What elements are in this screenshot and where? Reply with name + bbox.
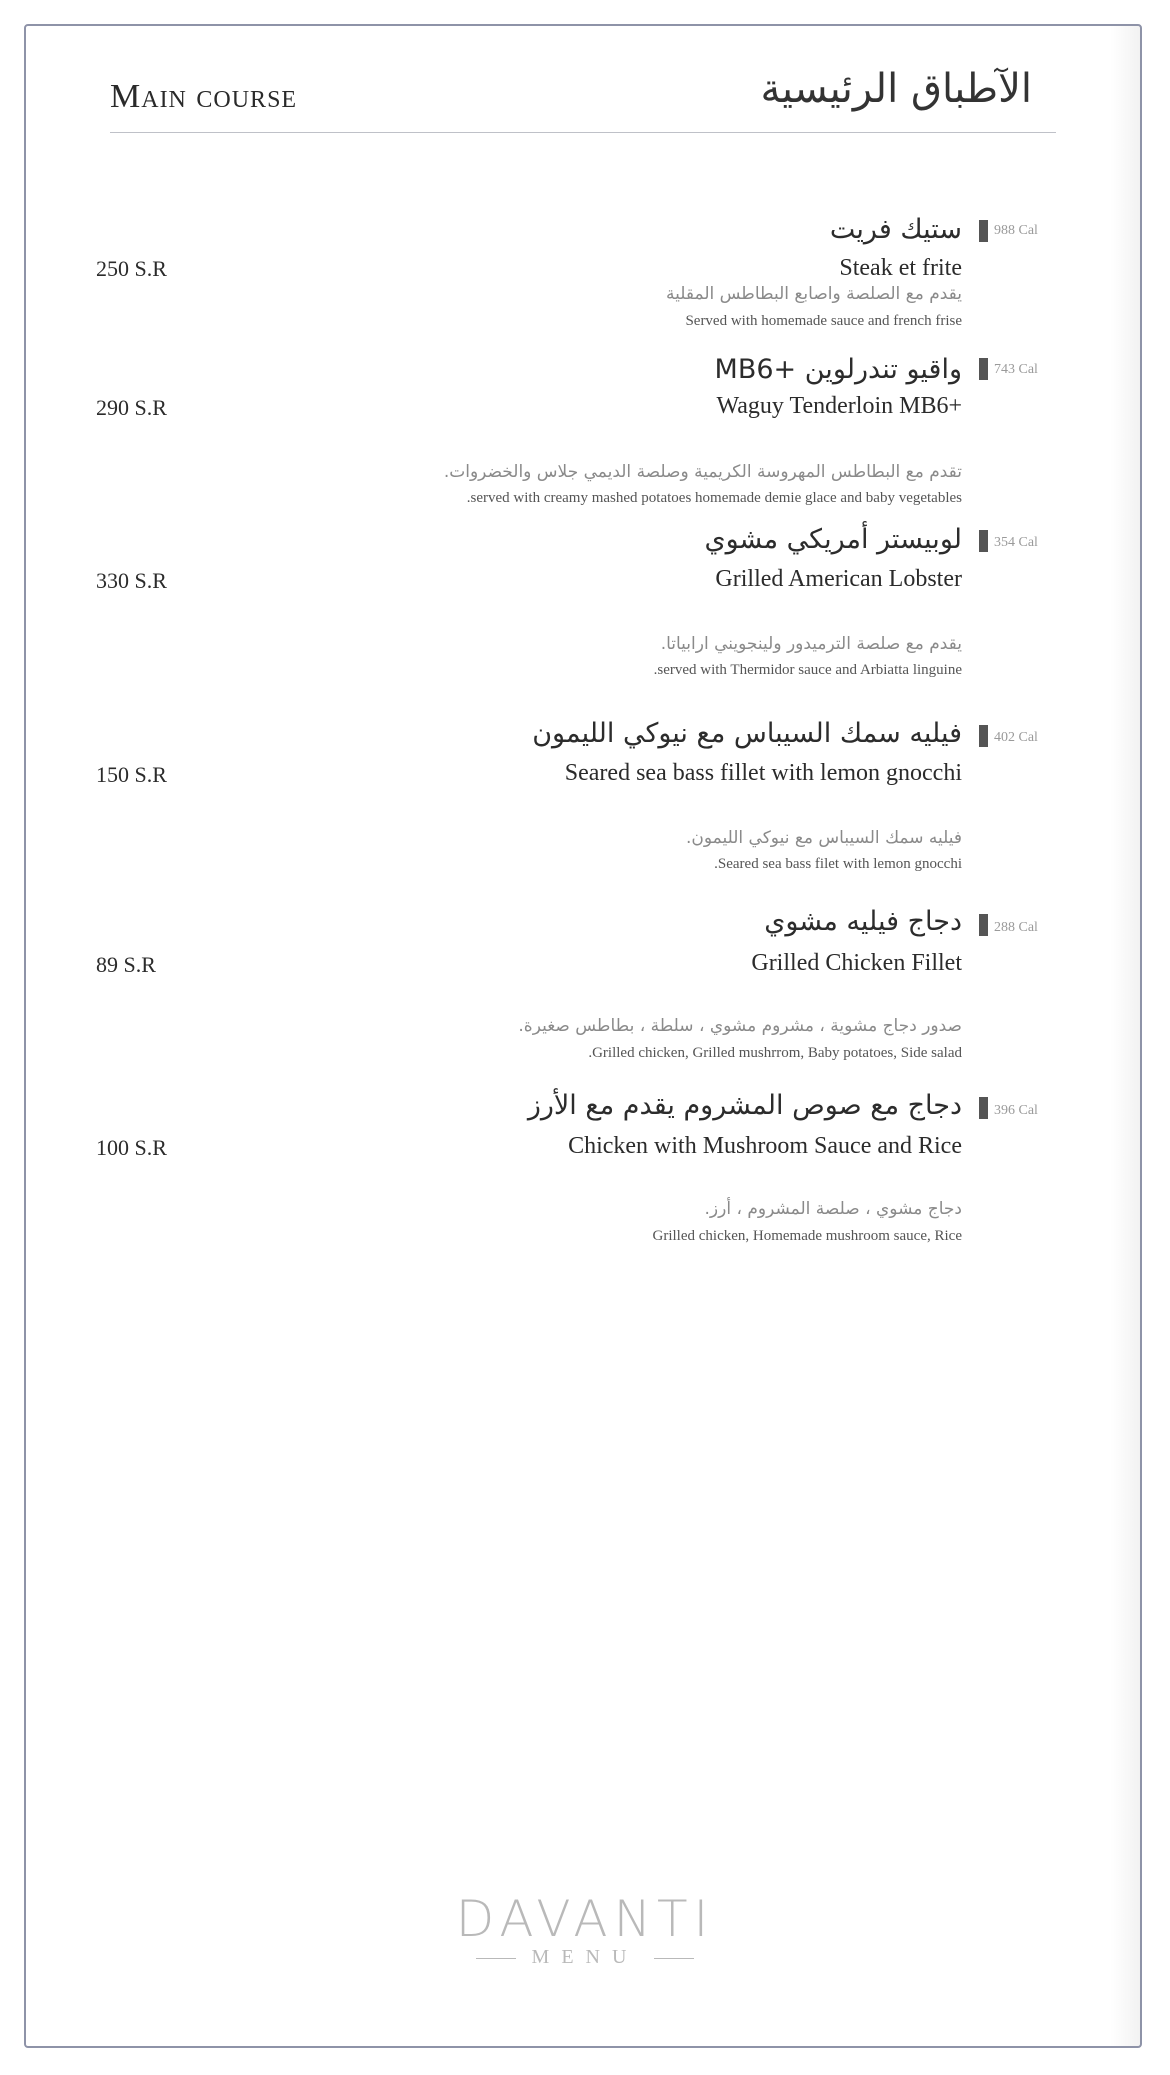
item-price: 100 S.R <box>96 1135 167 1160</box>
item-desc-en: .Grilled chicken, Grilled mushrrom, Baby potatoes, Side salad <box>588 1045 962 1061</box>
header-divider <box>110 132 1056 133</box>
item-marker <box>979 358 988 380</box>
item-name-ar: لوبيستر أمريكي مشوي <box>704 524 962 555</box>
item-desc-ar: يقدم مع الصلصة واصابع البطاطس المقلية <box>666 284 962 304</box>
item-name-en: Steak et frite <box>839 255 962 281</box>
brand-wordmark: DAVANTI <box>455 1890 715 1948</box>
item-marker <box>979 725 988 747</box>
item-name-ar: دجاج فيليه مشوي <box>764 906 962 937</box>
menu-page-frame <box>24 24 1142 2048</box>
item-desc-en: Grilled chicken, Homemade mushroom sauce, Rice <box>652 1228 962 1244</box>
item-desc-ar: دجاج مشوي ، صلصة المشروم ، أرز. <box>704 1199 962 1219</box>
item-name-en: Chicken with Mushroom Sauce and Rice <box>568 1133 962 1159</box>
item-desc-en: .served with creamy mashed potatoes homemade demie glace and baby vegetables <box>466 490 962 506</box>
item-desc-ar: تقدم مع البطاطس المهروسة الكريمية وصلصة الديمي جلاس والخضروات. <box>443 462 962 482</box>
item-name-ar: ستيك فريت <box>829 214 962 245</box>
page-title-en: Main course <box>110 78 298 115</box>
item-name-en: Waguy Tenderloin MB6+ <box>716 393 962 419</box>
item-name-en: Seared sea bass fillet with lemon gnocchi <box>564 760 962 786</box>
item-desc-ar: صدور دجاج مشوية ، مشروم مشوي ، سلطة ، بطاطس صغيرة. <box>518 1016 962 1036</box>
brand-logo <box>0 1890 1170 1969</box>
item-calories: 354 Cal <box>994 535 1038 550</box>
item-desc-en: .Seared sea bass filet with lemon gnocchi <box>714 856 962 872</box>
item-marker <box>979 1097 988 1119</box>
item-name-ar: دجاج مع صوص المشروم يقدم مع الأرز <box>527 1090 962 1121</box>
item-name-en: Grilled American Lobster <box>715 566 962 592</box>
brand-subtitle: MENU <box>531 1946 639 1968</box>
item-calories: 402 Cal <box>994 730 1038 745</box>
brand-submark <box>0 1946 1170 1969</box>
item-calories: 988 Cal <box>994 223 1038 238</box>
item-marker <box>979 914 988 936</box>
item-desc-en: Served with homemade sauce and french frise <box>685 313 962 329</box>
item-price: 150 S.R <box>96 762 167 787</box>
item-name-ar: فيليه سمك السيباس مع نيوكي الليمون <box>532 718 962 749</box>
logo-dash-right <box>654 1958 694 1959</box>
logo-dash-left <box>476 1958 516 1959</box>
page-edge-shadow <box>1110 26 1140 2046</box>
item-price: 250 S.R <box>96 256 167 281</box>
item-calories: 743 Cal <box>994 362 1038 377</box>
item-price: 89 S.R <box>96 952 156 977</box>
item-name-en: Grilled Chicken Fillet <box>751 950 962 976</box>
item-calories: 288 Cal <box>994 920 1038 935</box>
item-desc-ar: يقدم مع صلصة الترميدور ولينجويني ارابياتا. <box>660 634 962 654</box>
item-desc-en: .served with Thermidor sauce and Arbiatta linguine <box>653 662 962 678</box>
item-price: 330 S.R <box>96 568 167 593</box>
item-desc-ar: فيليه سمك السيباس مع نيوكي الليمون. <box>685 828 962 848</box>
item-marker <box>979 220 988 242</box>
item-marker <box>979 530 988 552</box>
page-title-ar: الآطباق الرئيسية <box>760 66 1032 112</box>
item-name-ar: واقيو تندرلوين +MB6 <box>714 354 962 385</box>
item-calories: 396 Cal <box>994 1103 1038 1118</box>
item-price: 290 S.R <box>96 395 167 420</box>
